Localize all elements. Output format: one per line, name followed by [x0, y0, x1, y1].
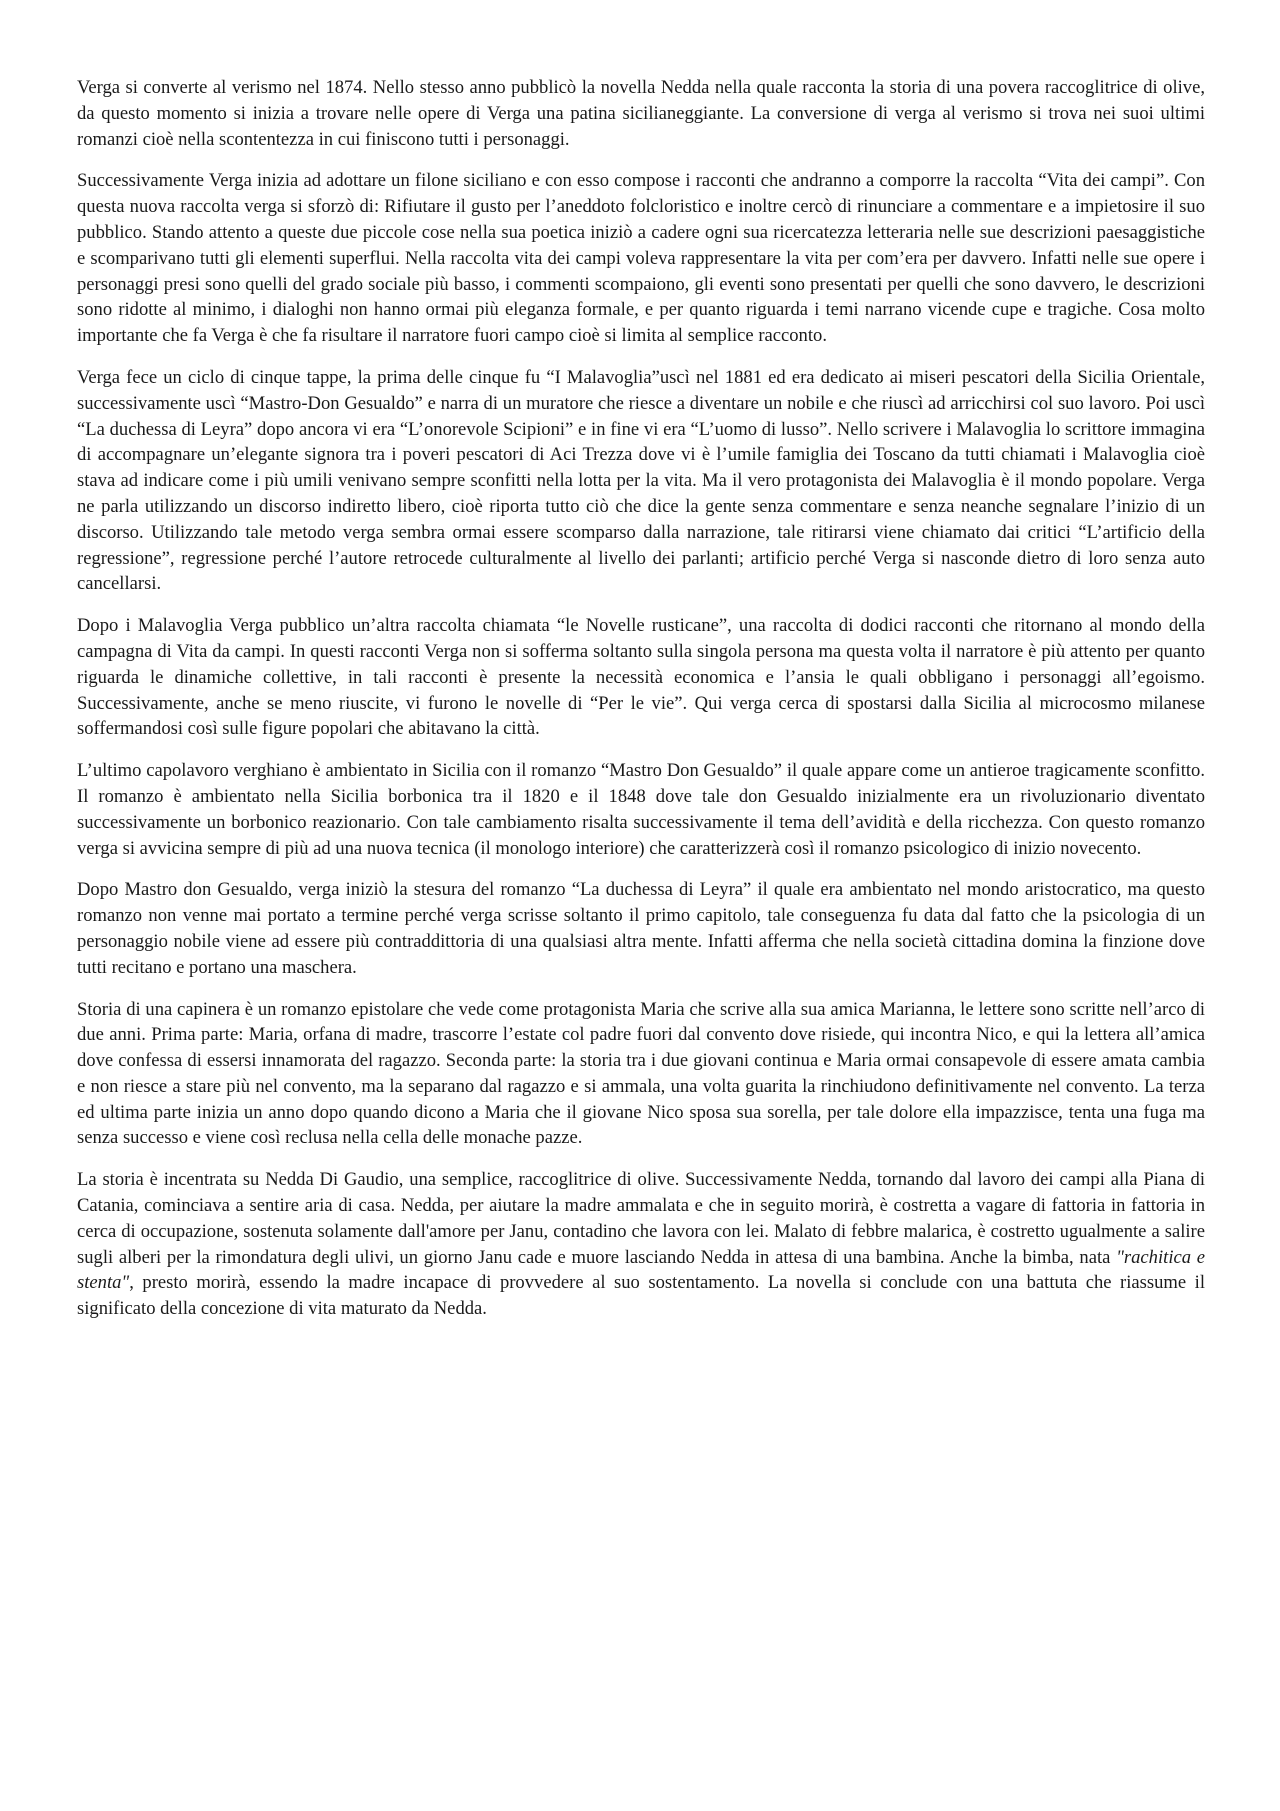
paragraph-duchessa-di-leyra: Dopo Mastro don Gesualdo, verga iniziò la stesura del romanzo “La duchessa di Leyra” il quale era ambientato nel mondo aristocratico, ma questo romanzo non venne mai portato a termine perché verga scrisse soltanto il primo capitolo, tale conseguenza fu data dal fatto che la psicologia di un personaggio nobile viene ad essere più contraddittoria di una qualsiasi altra mente. Infatti afferma che nella società cittadina domina la finzione dove tutti recitano e portano una maschera. [77, 879, 1205, 978]
paragraph-storia-di-una-capinera: Storia di una capinera è un romanzo epistolare che vede come protagonista Maria che scrive alla sua amica Marianna, le lettere sono scritte nell’arco di due anni. Prima parte: Maria, orfana di madre, trascorre l’estate col padre fuori dal convento dove risiede, qui incontra Nico, e qui la lettera all’amica dove confessa di essersi innamorata del ragazzo. Seconda parte: la storia tra i due giovani continua e Maria ormai consapevole di essere amata cambia e non riesce a stare più nel convento, ma la separano dal ragazzo e si ammala, una volta guarita la rinchiudono definitivamente nel convento. La terza ed ultima parte inizia un anno dopo quando dicono a Maria che il giovane Nico sposa sua sorella, per tale dolore ella impazzisce, tenta una fuga ma senza successo e viene così reclusa nella cella delle monache pazze. [77, 998, 1205, 1149]
nedda-quote: "rachitica e stenta" [77, 1246, 1205, 1294]
paragraph-novelle-rusticane: Dopo i Malavoglia Verga pubblico un’altra raccolta chiamata “le Novelle rusticane”, una raccolta di dodici racconti che ritornano al mondo della campagna di Vita da campi. In questi racconti Verga non si sofferma soltanto sulla singola persona ma questa volta il narratore è più attento per quanto riguarda le dinamiche collettive, in tali racconti è presente la necessità economica e l’ansia le quali obbligano i personaggi all’egoismo. Successivamente, anche se meno riuscite, vi furono le novelle di “Per le vie”. Qui verga cerca di spostarsi dalla Sicilia al microcosmo milanese soffermandosi così sulle figure popolari che abitavano la città. [77, 615, 1205, 740]
nedda-text-after-quote: , presto morirà, essendo la madre incapace di provvedere al suo sostentamento. La novella si conclude con una battuta che riassume il significato della concezione di vita maturato da Nedda. [77, 1272, 1205, 1320]
nedda-text-before-quote: La storia è incentrata su Nedda Di Gaudio, una semplice, raccoglitrice di olive. Successivamente Nedda, tornando dal lavoro dei campi alla Piana di Catania, cominciava a sentire aria di casa. Nedda, per aiutare la madre ammalata e che in seguito morirà, è costretta a vagare di fattoria in fattoria in cerca di occupazione, sostenuta solamente dall'amore per Janu, contadino che lavora con lei. Malato di febbre malarica, è costretto ugualmente a salire sugli alberi per la rimondatura degli ulivi, un giorno Janu cade e muore lasciando Nedda in attesa di una bambina. Anche la bimba, nata [77, 1169, 1205, 1268]
paragraph-verismo-conversion: Verga si converte al verismo nel 1874. Nello stesso anno pubblicò la novella Nedda nella quale racconta la storia di una povera raccoglitrice di olive, da questo momento si inizia a trovare nelle opere di Verga una patina sicilianeggiante. La conversione di verga al verismo si trova nei suoi ultimi romanzi cioè nella scontentezza in cui finiscono tutti i personaggi. [77, 77, 1205, 150]
paragraph-ciclo-dei-vinti: Verga fece un ciclo di cinque tappe, la prima delle cinque fu “I Malavoglia”uscì nel 1881 ed era dedicato ai miseri pescatori della Sicilia Orientale, successivamente uscì “Mastro-Don Gesualdo” e narra di un muratore che riesce a diventare un nobile e che riuscì ad arricchirsi col suo lavoro. Poi uscì “La duchessa di Leyra” dopo ancora vi era “L’onorevole Scipioni” e in fine vi era “L’uomo di lusso”. Nello scrivere i Malavoglia lo scrittore immagina di accompagnare un’elegante signora tra i poveri pescatori di Aci Trezza dove vi è l’umile famiglia dei Toscano da tutti chiamati i Malavoglia cioè stava ad indicare come i più umili venivano sempre sconfitti nella lotta per la vita. Ma il vero protagonista dei Malavoglia è il mondo popolare. Verga ne parla utilizzando un discorso indiretto libero, cioè riporta tutto ciò che dice la gente senza commentare e senza neanche segnalare l’inizio di un discorso. Utilizzando tale metodo verga sembra ormai essere scomparso dalla narrazione, tale ritirarsi viene chiamato dai critici “L’artificio della regressione”, regressione perché l’autore retrocede culturalmente al livello dei parlanti; artificio perché Verga si nasconde dietro di loro senza auto cancellarsi. [77, 366, 1205, 595]
paragraph-mastro-don-gesualdo: L’ultimo capolavoro verghiano è ambientato in Sicilia con il romanzo “Mastro Don Gesualdo” il quale appare come un antieroe tragicamente sconfitto. Il romanzo è ambientato nella Sicilia borbonica tra il 1820 e il 1848 dove tale don Gesualdo inizialmente era un rivoluzionario diventato successivamente un borbonico reazionario. Con tale cambiamento risalta successivamente il tema dell’avidità e della ricchezza. Con questo romanzo verga si avvicina sempre di più ad una nuova tecnica (il monologo interiore) che caratterizzerà così il romanzo psicologico di inizio novecento. [77, 760, 1205, 859]
document-page [77, 75, 1205, 1338]
paragraph-nedda [77, 1167, 1205, 1322]
paragraph-vita-dei-campi: Successivamente Verga inizia ad adottare un filone siciliano e con esso compose i racconti che andranno a comporre la raccolta “Vita dei campi”. Con questa nuova raccolta verga si sforzò di: Rifiutare il gusto per l’aneddoto folcloristico e inoltre cercò di rinunciare a commentare e a impietosire il suo pubblico. Stando attento a queste due piccole cose nella sua poetica iniziò a cadere ogni sua ricercatezza letteraria nelle sue descrizioni paesaggistiche e scomparivano tutti gli elementi superflui. Nella raccolta vita dei campi voleva rappresentare la vita per com’era per davvero. Infatti nelle sue opere i personaggi presi sono quelli del grado sociale più basso, i commenti scompaiono, gli eventi sono presentati per quelli che sono davvero, le descrizioni sono ridotte al minimo, i dialoghi non hanno ormai più eleganza formale, e per quanto riguarda i temi narrano vicende cupe e tragiche. Cosa molto importante che fa Verga è che fa risultare il narratore fuori campo cioè si limita al semplice racconto. [77, 170, 1205, 347]
